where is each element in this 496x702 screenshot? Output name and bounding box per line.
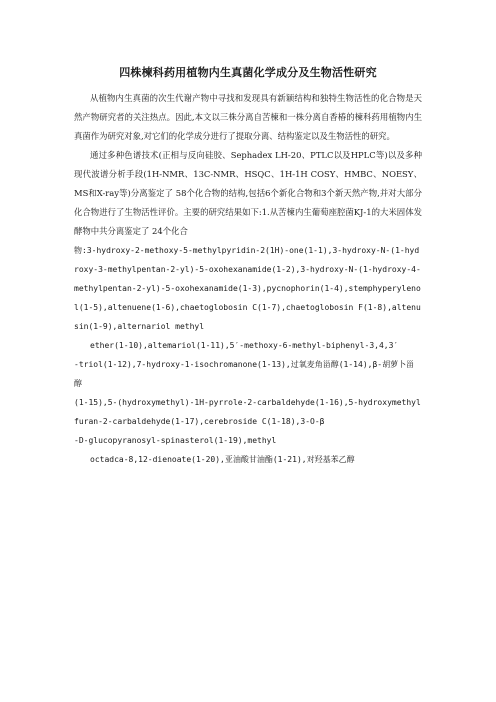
compound-list-line: (1-15),5-(hydroxymethyl)-1H-pyrrole-2-carbaldehyde(1-16),5-hydroxymethylfuran-2-carbaldehyde(1-17),cerebroside C(1-18),3-O-β	[74, 398, 421, 426]
paragraph-methods: 通过多种色谱技术(正相与反向硅胶、Sephadex LH-20、PTLC以及HPLC等)以及多种现代波谱分析手段(1H-NMR、13C-NMR、HSQC、1H-1H COSY、HMBC、NOESY、MS和X-ray等)分离鉴定了 58个化合物的结构,包括6个新化合物和3个新天然产物,并对大部分化合物进行了生物活性评价。主要的研究结果如下:1.从苦楝内生葡萄座腔菌KJ-1的大米固体发酵物中共分离鉴定了 24个化合	[74, 150, 422, 236]
compound-list-line: 物:3-hydroxy-2-methoxy-5-methylpyridin-2(1H)-one(1-1),3-hydroxy-N-(1-hydroxy-3-methylpentan-2-yl)-5-oxohexanamide(1-2),3-hydroxy-N-(1-hydroxy-4-methylpentan-2-yl)-5-oxohexanamide(1-3),pycnophorin(1-4),stemphyperylenol(1-5),altenuene(1-6),chaetoglobosin C(1-7),chaetoglobosin F(1-8),altenusin(1-9),alternariol methyl	[74, 246, 421, 331]
compound-list-line: -triol(1-12),7-hydroxy-1-isochromanone(1-13),过氧麦角甾醇(1-14),β-胡萝卜甾醇	[74, 360, 415, 388]
paragraph-intro: 从植物内生真菌的次生代谢产物中寻找和发现具有新颖结构和独特生物活性的化合物是天然产物研究者的关注热点。因此,本文以三株分离自苦楝和一株分离自香椿的楝科药用植物内生真菌作为研究对象,对它们的化学成分进行了提取分离、结构鉴定以及生物活性的研究。	[74, 93, 422, 141]
document-title: 四株楝科药用植物内生真菌化学成分及生物活性研究	[119, 66, 377, 79]
compound-list-line: -D-glucopyranosyl-spinasterol(1-19),methyl	[74, 436, 277, 445]
compound-list-line: ether(1-10),altemariol(1-11),5′-methoxy-6-methyl-biphenyl-3,4,3′	[90, 341, 399, 350]
compound-list-line: octadca-8,12-dienoate(1-20),亚油酸甘油酯(1-21),对羟基苯乙醇	[90, 455, 355, 464]
